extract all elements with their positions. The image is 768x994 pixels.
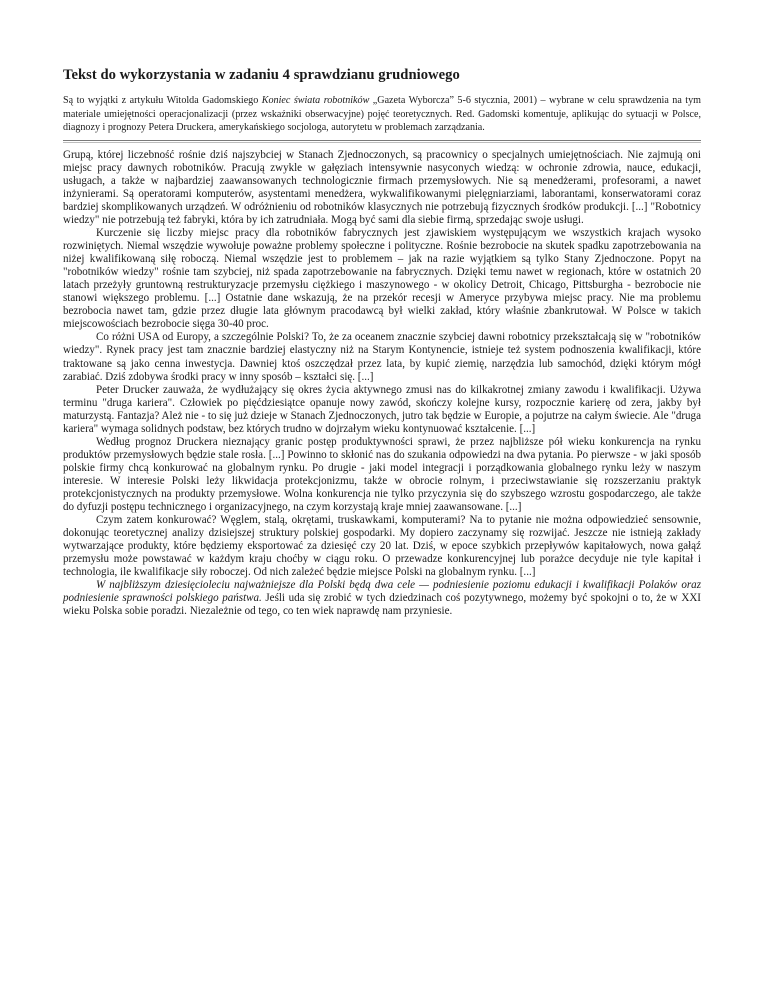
closing-paragraph (63, 579, 701, 618)
article-title: Koniec świata robotników (261, 95, 370, 106)
intro-paragraph (63, 94, 701, 135)
intro-text-rest: „Gazeta Wyborcza” 5-6 stycznia, 2001) – wybrane w celu sprawdzenia na tym materiale umiejętności operacjonalizacji (przez wskaźniki obserwacyjne) pojęć teoretycznych. Red. Gadomski komentuje, aplikując do sytuacji w Polsce, diagnozy i prognozy Petera Druckera, amerykańskiego socjologa, autorytetu w problemach zarządzania. (63, 95, 701, 134)
separator-rule (63, 140, 701, 143)
body-paragraph: Grupą, której liczebność rośnie dziś najszybciej w Stanach Zjednoczonych, są pracownicy o specjalnych umiejętnościach. Nie zajmują oni miejsc pracy dawnych robotników. Pracują zwykle w gałęziach intensywnie nasyconych wiedzą: w ochronie zdrowia, nauce, edukacji, usługach, a także w najbardziej zaawansowanych technologicznie firmach przemysłowych. Nie są menedżerami, profesorami, a nawet inżynierami. Są operatorami komputerów, asystentami menedżera, wykwalifikowanymi pielęgniarziami, laborantami, konserwatorami coraz bardziej skomplikowanych urządzeń. W odróżnieniu od robotników klasycznych nie potrzebują fizycznych środków produkcji. [...] "Robotnicy wiedzy" nie potrzebują też fabryki, która by ich zatrudniała. Mogą być sami dla siebie firmą, sprzedając swoje usługi. (63, 148, 701, 227)
body-paragraph: Peter Drucker zauważa, że wydłużający się okres życia aktywnego zmusi nas do kilkakrotnej zmiany zawodu i kwalifikacji. Używa terminu "druga kariera". Człowiek po pięćdziesiątce opanuje nowy zawód, skończy kolejne kursy, rozpocznie karierę od zera, jakby był maturzystą. Fantazja? Ależ nie - to się już dzieje w Stanach Zjednoczonych, jutro tak będzie w Europie, a pojutrze na całym świecie. Ale "druga kariera" wymaga solidnych podstaw, bez których trudno w dojrzałym wieku kontynuować kształcenie. [...] (63, 383, 701, 435)
body-paragraph: Według prognoz Druckera nieznający granic postęp produktywności sprawi, że przez najbliższe pół wieku konkurencja na rynku produktów przemysłowych będzie stale rosła. [...] Powinno to skłonić nas do szukania odpowiedzi na dwa pytania. Po pierwsze - w jaki sposób polskie firmy chcą konkurować na globalnym rynku. Po drugie - jaki model integracji i porządkowania globalnego rynku leży w naszym interesie. W interesie Polski leży likwidacja protekcjonizmu, także w obrocie rolnym, i przeciwstawianie się rozszerzaniu praktyk protekcjonistycznych na produkty przemysłowe. Wolna konkurencja nie tylko przyczynia się do szybszego wzrostu gospodarczego, ale także do dyfuzji postępu technicznego i organizacyjnego, na czym korzystają kraje mniej zaawansowane. [...] (63, 435, 701, 514)
article-body (63, 149, 701, 619)
document-page (63, 66, 701, 618)
intro-text-start: Są to wyjątki z artykułu Witolda Gadomskiego (63, 95, 262, 106)
closing-upright-text: Jeśli uda się zrobić w tych dziedzinach coś pozytywnego, możemy być spokojni o to, że w XXI wieku Polska sobie poradzi. Niezależnie od tego, co ten wiek naprawdę nam przyniesie. (63, 592, 701, 618)
body-paragraph: Co różni USA od Europy, a szczególnie Polski? To, że za oceanem znacznie szybciej dawni robotnicy przekształcają się w "robotników wiedzy". Rynek pracy jest tam znacznie bardziej elastyczny niż na Starym Kontynencie, istnieje też system podnoszenia kwalifikacji, które traktowane są jako cenna inwestycja. Dawniej ktoś oszczędzał przez lata, by kupić ziemię, narzędzia lub samochód, dzięki którym mógł zarabiać. Dziś zdobywa środki pracy w inny sposób – kształci się. [...] (63, 331, 701, 383)
document-title: Tekst do wykorzystania w zadaniu 4 sprawdzianu grudniowego (63, 67, 460, 83)
body-paragraph: Kurczenie się liczby miejsc pracy dla robotników fabrycznych jest zjawiskiem występującym we wszystkich krajach wysoko rozwiniętych. Niemal wszędzie wywołuje poważne problemy społeczne i polityczne. Rośnie bezrobocie na skutek spadku zapotrzebowania na niżej kwalifikowaną siłę roboczą. Niemal wszędzie jest to problemem – jak na razie wyjątkiem są tylko Stany Zjednoczone. Popyt na "robotników wiedzy" rośnie tam szybciej, niż spada zapotrzebowanie na fabrycznych. Dzięki temu nawet w regionach, które w ostatnich 20 latach przeżyły gruntowną restrukturyzacje przemysłu ciężkiego i maszynowego - w okolicy Detroit, Chicago, Pittsburgha - bezrobocie nie stanowi większego problemu. [...] Ostatnie dane wskazują, że na przekór recesji w Ameryce przybywa miejsc pracy. Nie ma problemu bezrobocia nawet tam, gdzie przez długie lata głównym pracodawcą był wielki zakład, który właśnie zbankrutował. W Polsce w takich miejscowościach bezrobocie sięga 30-40 proc. (63, 227, 701, 331)
body-paragraph: Czym zatem konkurować? Węglem, stalą, okrętami, truskawkami, komputerami? Na to pytanie nie można odpowiedzieć sensownie, dokonując teoretycznej analizy dzisiejszej struktury polskiej gospodarki. My dopiero zaczynamy się rozwijać. Jeszcze nie istnieją zakłady wytwarzające produkty, które będziemy eksportować za dziesięć czy 20 lat. Dziś, w epoce szybkich przepływów kapitałowych, nowa gałąź przemysłu może powstawać w każdym kraju choćby w ciągu roku. O przewadze konkurencyjnej lub porażce decyduje nie tyle kapitał i technologia, ile kwalifikacje siły roboczej. Od nich zależeć będzie miejsce Polski na globalnym rynku. [...] (63, 514, 701, 579)
closing-italic-text: W najbliższym dziesięcioleciu najważniejsze dla Polski będą dwa cele — podniesienie poziomu edukacji i kwalifikacji Polaków oraz podniesienie sprawności polskiego państwa. (63, 579, 701, 605)
